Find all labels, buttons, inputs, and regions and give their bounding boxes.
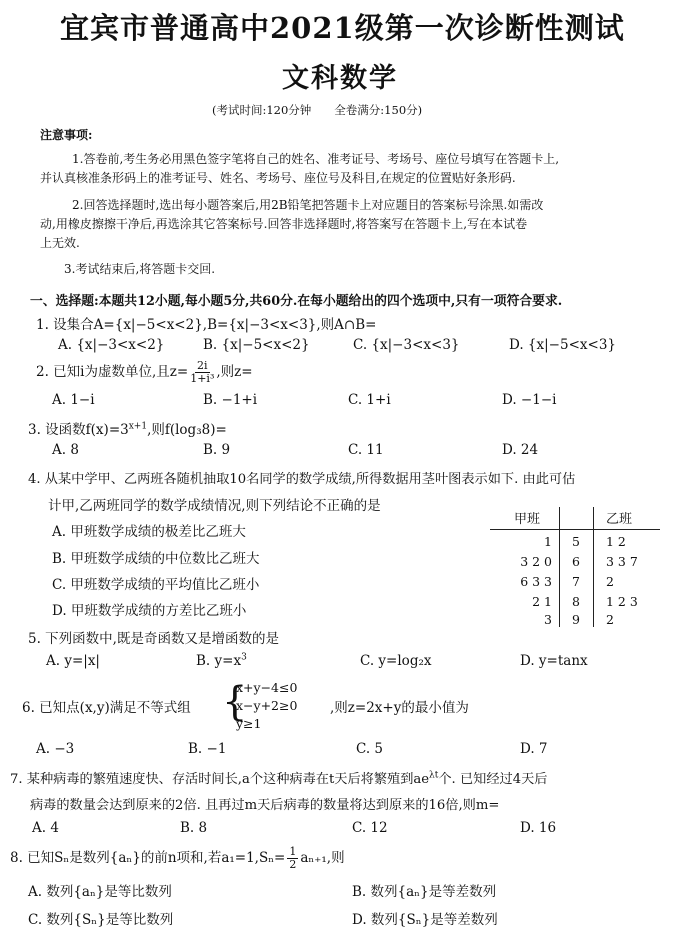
q2-stem: 2. 已知i为虚数单位,且z= $\frac{2i}{\text{1+i³}}$ ,则z= xyxy=(36,359,253,385)
stem-leaf-row-right: 2 xyxy=(606,612,614,627)
notice-item1-line1: 1.答卷前,考生务必用黑色签字笔将自己的姓名、准考证号、考场号、座位号填写在答题卡上, xyxy=(72,152,560,166)
q4-option-a: A. 甲班数学成绩的极差比乙班大 xyxy=(52,524,246,540)
q4-option-b: B. 甲班数学成绩的中位数比乙班大 xyxy=(52,551,260,567)
stem-leaf-row-right: 1 2 xyxy=(606,534,626,549)
stem-leaf-left-header: 甲班 xyxy=(514,512,541,527)
q8-option-c: C. 数列{Sₙ}是等比数列 xyxy=(28,912,174,928)
stem-leaf-right-divider xyxy=(593,507,594,627)
q7-option-a: A. 4 xyxy=(32,820,59,836)
notice-item2-line1: 2.回答选择题时,选出每小题答案后,用2B铅笔把答题卡上对应题目的答案标号涂黑.如需改 xyxy=(72,198,544,212)
stem-leaf-row-stem: 5 xyxy=(572,534,580,549)
q6-option-b: B. −1 xyxy=(188,741,227,757)
notice-item1-line2: 并认真核准条形码上的准考证号、姓名、考场号、座位号及科目,在规定的位置贴好条形码. xyxy=(40,171,516,185)
stem-leaf-right-header: 乙班 xyxy=(606,512,633,527)
q6-option-a: A. −3 xyxy=(36,741,75,757)
q5-option-a: A. y=|x| xyxy=(46,653,100,669)
q2-option-b: B. −1+i xyxy=(203,392,258,408)
stem-leaf-row-left: 3 xyxy=(544,612,552,627)
q8-option-a: A. 数列{aₙ}是等比数列 xyxy=(28,884,172,900)
q7-option-c: C. 12 xyxy=(352,820,388,836)
stem-leaf-row-stem: 9 xyxy=(572,612,580,627)
q2-fraction: $\frac{2i}{\text{1+i³}}$ xyxy=(190,359,215,385)
q8-fraction: $\frac{1}{2}$ xyxy=(289,845,297,871)
exam-title: 宜宾市普通高中2021级第一次诊断性测试 xyxy=(60,11,625,45)
stem-leaf-row-left: 3 2 0 xyxy=(520,554,552,569)
q6-ineq-1: x+y−4≤0 xyxy=(236,680,298,695)
q3-option-b: B. 9 xyxy=(203,442,231,458)
notice-item2-line2: 动,用橡皮擦擦干净后,再选涂其它答案标号.回答非选择题时,将答案写在答题卡上,写在本试卷 xyxy=(40,217,528,231)
q1-stem: 1. 设集合A={x|−5<x<2},B={x|−3<x<3},则A∩B= xyxy=(36,317,377,333)
q6-brace: { xyxy=(222,679,248,725)
stem-leaf-row-left: 1 xyxy=(544,534,552,549)
stem-leaf-row-stem: 8 xyxy=(572,594,580,609)
q1-option-c: C. {x|−3<x<3} xyxy=(353,337,460,353)
q3-stem: 3. 设函数$f(x)=3^{x+1}$,则f(log₃8)= xyxy=(28,421,227,438)
q7-stem-line1: 7. 某种病毒的繁殖速度快、存活时间长,a个这种病毒在t天后将繁殖到$ae^{\lambda t}$个. 已知经过4天后 xyxy=(10,770,548,787)
notice-item2-line3: 上无效. xyxy=(40,236,80,250)
q5-option-d: D. y=tanx xyxy=(520,653,588,669)
q6-option-c: C. 5 xyxy=(356,741,384,757)
stem-leaf-row-stem: 6 xyxy=(572,554,580,569)
stem-leaf-row-right: 3 3 7 xyxy=(606,554,638,569)
q6-option-d: D. 7 xyxy=(520,741,548,757)
q6-ineq-2: x−y+2≥0 xyxy=(236,698,298,713)
q5-stem: 5. 下列函数中,既是奇函数又是增函数的是 xyxy=(28,631,279,647)
q4-stem-line1: 4. 从某中学甲、乙两班各随机抽取10名同学的数学成绩,所得数据用茎叶图表示如下. 由此可估 xyxy=(28,472,576,487)
q3-option-c: C. 11 xyxy=(348,442,384,458)
q5-option-c: C. y=log₂x xyxy=(360,653,432,669)
stem-leaf-row-stem: 7 xyxy=(572,574,580,589)
notice-item3: 3.考试结束后,将答题卡交回. xyxy=(64,262,216,276)
q7-option-d: D. 16 xyxy=(520,820,557,836)
stem-leaf-row-right: 1 2 3 xyxy=(606,594,638,609)
q6-stem-pre: 6. 已知点(x,y)满足不等式组 xyxy=(22,700,191,716)
q2-option-c: C. 1+i xyxy=(348,392,391,408)
q2-option-d: D. −1−i xyxy=(502,392,557,408)
q6-ineq-3: y≥1 xyxy=(236,716,262,731)
q5-option-b: B. $y=x^3$ xyxy=(196,652,247,669)
section1-heading: 一、选择题:本题共12小题,每小题5分,共60分.在每小题给出的四个选项中,只有一项符合要求. xyxy=(30,294,563,309)
q7-stem-line2: 病毒的数量会达到原来的2倍. 且再过m天后病毒的数量将达到原来的16倍,则m= xyxy=(30,798,500,813)
q6-stem-post: ,则z=2x+y的最小值为 xyxy=(330,700,469,716)
q4-option-c: C. 甲班数学成绩的平均值比乙班小 xyxy=(52,577,260,593)
q7-option-b: B. 8 xyxy=(180,820,208,836)
q4-stem-line2: 计甲,乙两班同学的数学成绩情况,则下列结论不正确的是 xyxy=(48,498,381,514)
q1-option-d: D. {x|−5<x<3} xyxy=(509,337,616,353)
stem-leaf-row-left: 6 3 3 xyxy=(520,574,552,589)
notice-heading: 注意事项: xyxy=(40,128,93,142)
q8-stem: 8. 已知Sₙ是数列{aₙ}的前n项和,若a₁=1,Sₙ= $\frac{1}{2}$ aₙ₊₁,则 xyxy=(10,845,345,871)
q4-option-d: D. 甲班数学成绩的方差比乙班小 xyxy=(52,603,247,619)
q8-option-d: D. 数列{Sₙ}是等差数列 xyxy=(352,912,498,928)
q8-option-b: B. 数列{aₙ}是等差数列 xyxy=(352,884,497,900)
exam-subtitle: 文科数学 xyxy=(282,63,398,94)
stem-leaf-row-right: 2 xyxy=(606,574,614,589)
stem-leaf-row-left: 2 1 xyxy=(532,594,552,609)
q1-option-b: B. {x|−5<x<2} xyxy=(203,337,310,353)
q3-option-d: D. 24 xyxy=(502,442,539,458)
stem-leaf-left-divider xyxy=(559,507,560,627)
q1-option-a: A. {x|−3<x<2} xyxy=(58,337,165,353)
q3-option-a: A. 8 xyxy=(52,442,79,458)
stem-leaf-header-divider xyxy=(490,529,660,530)
exam-info: (考试时间:120分钟 全卷满分:150分) xyxy=(212,103,423,117)
q2-option-a: A. 1−i xyxy=(52,392,95,408)
